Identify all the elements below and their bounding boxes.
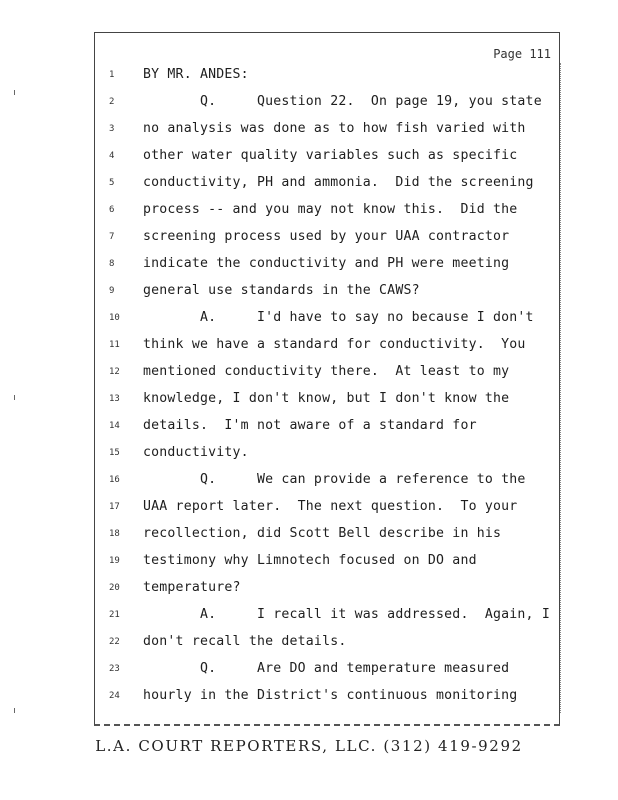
line-number: 19 [109, 556, 120, 566]
transcript-line: think we have a standard for conductivity. You [143, 337, 526, 352]
line-number: 16 [109, 475, 120, 485]
line-number: 10 [109, 313, 120, 323]
transcript-line: conductivity. [143, 445, 249, 460]
transcript-line: mentioned conductivity there. At least to my [143, 364, 510, 379]
line-number: 15 [109, 448, 120, 458]
line-number: 5 [109, 178, 115, 188]
transcript-line: conductivity, PH and ammonia. Did the screening [143, 175, 534, 190]
transcript-line: testimony why Limnotech focused on DO and [143, 553, 477, 568]
page-edge-border [557, 63, 561, 713]
transcript-line: process -- and you may not know this. Did the [143, 202, 518, 217]
line-number: 18 [109, 529, 120, 539]
line-number: 11 [109, 340, 120, 350]
transcript-line: UAA report later. The next question. To your [143, 499, 518, 514]
transcript-line: details. I'm not aware of a standard for [143, 418, 477, 433]
transcript-line: knowledge, I don't know, but I don't know the [143, 391, 510, 406]
line-number: 21 [109, 610, 120, 620]
transcript-line: don't recall the details. [143, 634, 347, 649]
line-number: 13 [109, 394, 120, 404]
line-number: 6 [109, 205, 115, 215]
transcript-line: other water quality variables such as specific [143, 148, 518, 163]
margin-tick-mark [14, 90, 15, 95]
page-number-label: Page 111 [493, 47, 551, 61]
transcript-line: A. I recall it was addressed. Again, I [143, 607, 550, 622]
line-number: 23 [109, 664, 120, 674]
transcript-line: A. I'd have to say no because I don't [143, 310, 534, 325]
line-number: 2 [109, 97, 115, 107]
line-number: 12 [109, 367, 120, 377]
transcript-line: indicate the conductivity and PH were meeting [143, 256, 510, 271]
margin-tick-mark [14, 708, 15, 713]
line-number: 8 [109, 259, 115, 269]
line-number: 7 [109, 232, 115, 242]
transcript-line: Q. Question 22. On page 19, you state [143, 94, 542, 109]
transcript-page [94, 32, 560, 726]
line-number: 9 [109, 286, 115, 296]
line-number: 22 [109, 637, 120, 647]
transcript-line: Q. Are DO and temperature measured [143, 661, 510, 676]
transcript-line: general use standards in the CAWS? [143, 283, 420, 298]
line-number: 20 [109, 583, 120, 593]
line-number: 1 [109, 70, 115, 80]
margin-tick-mark [14, 395, 15, 400]
transcript-line: screening process used by your UAA contractor [143, 229, 510, 244]
line-number: 14 [109, 421, 120, 431]
transcript-line: hourly in the District's continuous monitoring [143, 688, 518, 703]
transcript-line: temperature? [143, 580, 241, 595]
line-number: 24 [109, 691, 120, 701]
line-number: 17 [109, 502, 120, 512]
transcript-line: Q. We can provide a reference to the [143, 472, 526, 487]
transcript-line: no analysis was done as to how fish varied with [143, 121, 526, 136]
court-reporter-footer: L.A. COURT REPORTERS, LLC. (312) 419-9292 [95, 737, 523, 755]
line-number: 3 [109, 124, 115, 134]
transcript-line: BY MR. ANDES: [143, 67, 249, 82]
transcript-line: recollection, did Scott Bell describe in his [143, 526, 502, 541]
line-number: 4 [109, 151, 115, 161]
